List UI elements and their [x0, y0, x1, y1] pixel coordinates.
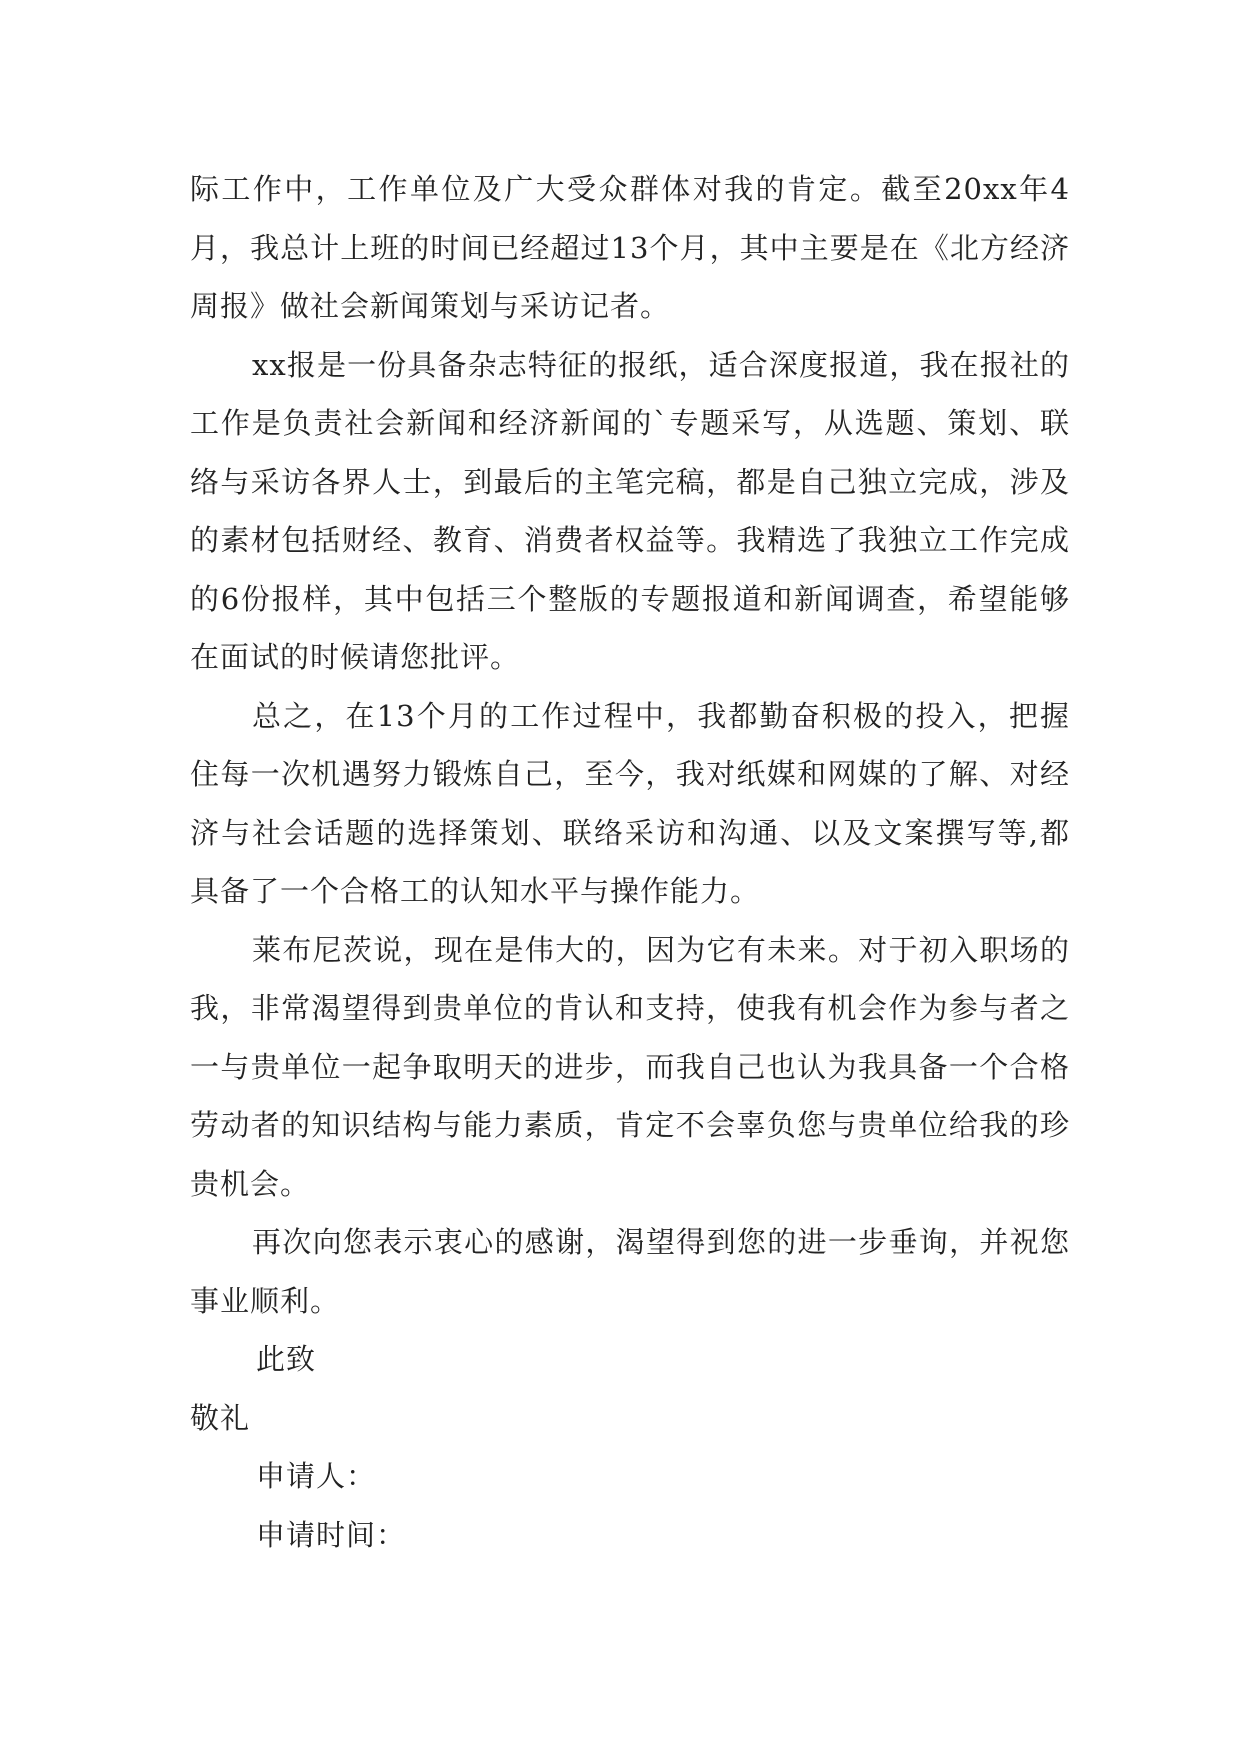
paragraph-summary: 总之，在13个月的工作过程中，我都勤奋积极的投入，把握住每一次机遇努力锻炼自己，至今，我对纸媒和网媒的了解、对经济与社会话题的选择策划、联络采访和沟通、以及文案撰写等,都具备了一个合格工的认知水平与操作能力。	[190, 698, 1070, 908]
application-date-label: 申请时间：	[256, 1517, 407, 1552]
salutation: 此致	[256, 1342, 317, 1376]
regards: 敬礼	[190, 1400, 251, 1435]
paragraph-thanks: 再次向您表示衷心的感谢，渴望得到您的进一步垂询，并祝您事业顺利。	[190, 1225, 1070, 1318]
paragraph-newspaper-role: xx报是一份具备杂志特征的报纸，适合深度报道，我在报社的工作是负责社会新闻和经济新闻的`专题采写，从选题、策划、联络与采访各界人士，到最后的主笔完稿，都是自己独立完成，涉及的素材包括财经、教育、消费者权益等。我精选了我独立工作完成的6份报样，其中包括三个整版的专题报道和新闻调查，希望能够在面试的时候请您批评。	[190, 347, 1070, 674]
applicant-label: 申请人：	[256, 1459, 377, 1493]
paragraph-leibniz-quote: 莱布尼茨说，现在是伟大的，因为它有未来。对于初入职场的我，非常渴望得到贵单位的肯认和支持，使我有机会作为参与者之一与贵单位一起争取明天的进步，而我自己也认为我具备一个合格劳动者的知识结构与能力素质，肯定不会辜负您与贵单位给我的珍贵机会。	[190, 932, 1070, 1201]
paragraph-work-experience: 际工作中，工作单位及广大受众群体对我的肯定。截至20xx年4月，我总计上班的时间已经超过13个月，其中主要是在《北方经济周报》做社会新闻策划与采访记者。	[190, 172, 1070, 323]
letter-body	[190, 160, 1070, 1564]
